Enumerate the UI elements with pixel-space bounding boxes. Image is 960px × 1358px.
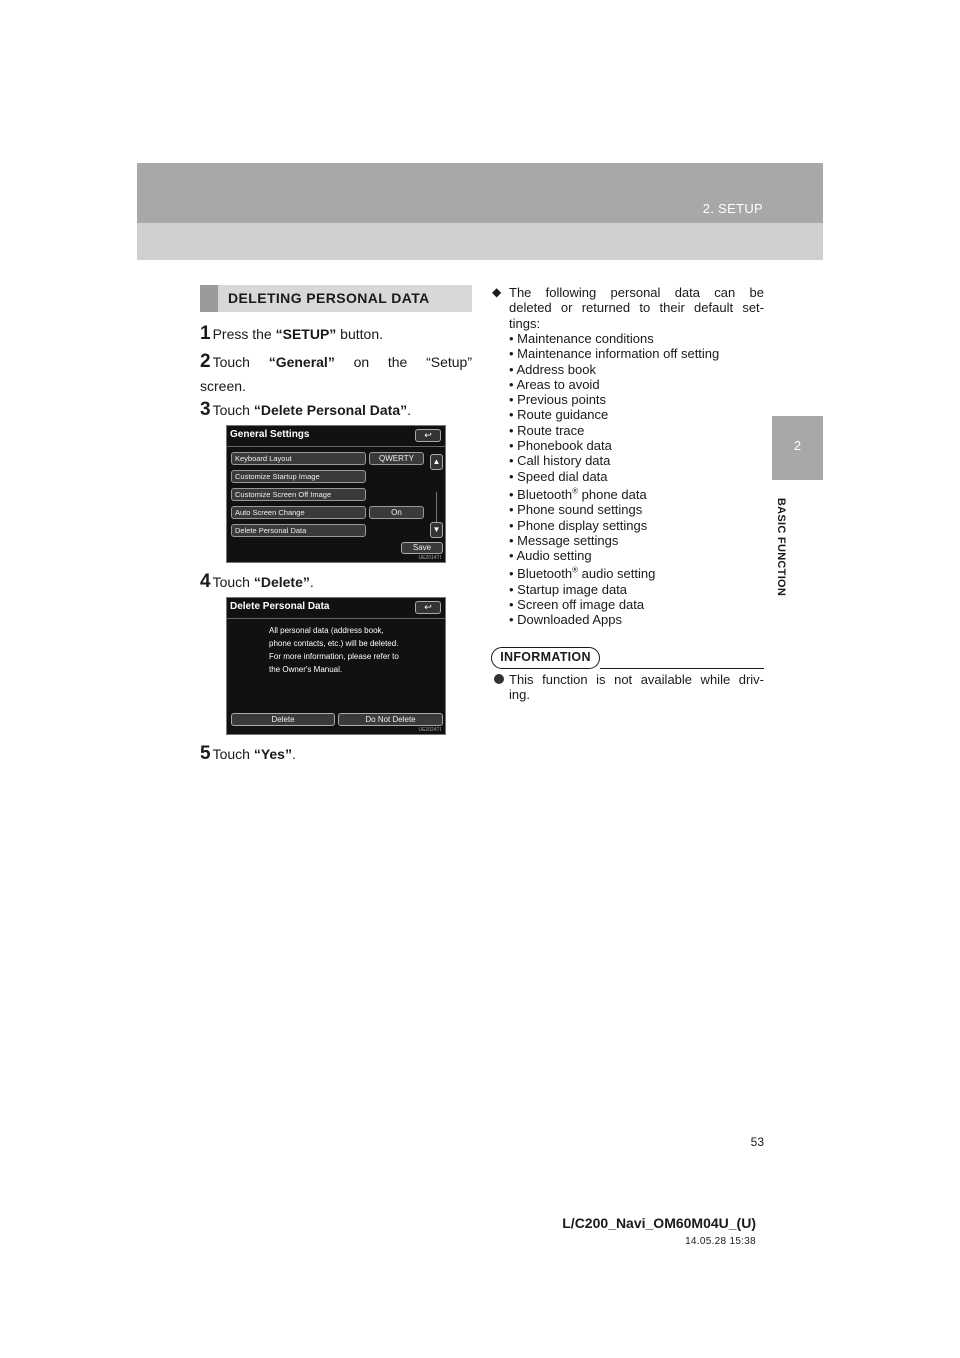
step-text: Touch: [212, 574, 254, 590]
menu-row-auto-screen-change: Auto Screen Change: [231, 506, 366, 519]
list-item: • Message settings: [509, 532, 619, 548]
chapter-number: 2: [793, 438, 802, 453]
information-line: ing.: [509, 687, 530, 703]
screen-divider: [227, 618, 445, 619]
information-line: This function is not available while driv-: [509, 672, 764, 687]
step-keyword: “SETUP”: [275, 326, 337, 342]
step-4: [200, 570, 472, 594]
list-item: • Areas to avoid: [509, 376, 600, 392]
step-5: [200, 742, 472, 766]
step-text: Press the: [212, 326, 276, 342]
step-text: Touch: [212, 354, 269, 370]
list-item: • Call history data: [509, 453, 611, 469]
step-1: [200, 322, 472, 346]
list-item: • Downloaded Apps: [509, 612, 622, 628]
chapter-label: [770, 492, 792, 602]
step-text: button.: [336, 326, 383, 342]
list-item: [509, 487, 764, 502]
keyboard-layout-value: QWERTY: [369, 452, 424, 465]
step-number: 1: [200, 323, 211, 344]
screen-title: General Settings: [230, 429, 310, 440]
diamond-bullet-icon: ◆: [492, 285, 502, 299]
personal-data-intro: The following personal data can be deleted or returned to their default set- tings:: [509, 285, 764, 331]
step-3: [200, 398, 472, 422]
registered-mark: ®: [572, 566, 579, 576]
list-item: • Maintenance information off setting: [509, 346, 720, 362]
do-not-delete-button-image: Do Not Delete: [338, 713, 443, 726]
delete-warning-message: [269, 624, 439, 676]
step-text: Touch: [212, 402, 254, 418]
document-code: L/C200_Navi_OM60M04U_(U): [562, 1215, 756, 1231]
image-code: UE2014TI: [418, 555, 441, 561]
screen-title: Delete Personal Data: [230, 601, 330, 612]
list-item: • Audio setting: [509, 548, 592, 564]
document-timestamp: 14.05.28 15:38: [685, 1236, 756, 1247]
list-item: • Screen off image data: [509, 597, 645, 613]
menu-row-customize-screen-off: Customize Screen Off Image: [231, 488, 366, 501]
list-item-text: • Bluetooth: [509, 566, 573, 582]
list-item: • Address book: [509, 361, 596, 377]
circle-bullet-icon: [494, 674, 504, 684]
list-item-text: phone data: [578, 486, 647, 502]
list-item: • Startup image data: [509, 581, 628, 597]
image-code: UE2024TI: [418, 727, 441, 733]
scroll-down-icon: ▼: [430, 522, 443, 538]
chapter-label-text: BASIC FUNCTION: [775, 497, 787, 597]
information-text: [509, 672, 764, 703]
step-keyword: “General”: [268, 354, 335, 370]
auto-screen-change-value: On: [369, 506, 424, 519]
step-keyword: “Delete”: [253, 574, 310, 590]
list-item: [509, 566, 764, 581]
delete-button-image: Delete: [231, 713, 335, 726]
back-icon: ↩: [415, 429, 441, 442]
list-item: • Route trace: [509, 422, 585, 438]
message-line: All personal data (address book,: [269, 626, 384, 635]
list-item-text: • Bluetooth: [509, 486, 573, 502]
step-number: 3: [200, 399, 211, 420]
registered-mark: ®: [572, 486, 579, 496]
list-item: • Phonebook data: [509, 438, 612, 454]
screen-divider: [227, 446, 445, 447]
step-number: 4: [200, 571, 211, 592]
list-item-text: audio setting: [578, 566, 656, 582]
menu-row-delete-personal-data: Delete Personal Data: [231, 524, 366, 537]
message-line: the Owner's Manual.: [269, 665, 343, 674]
section-heading-mark: [200, 285, 218, 312]
header-section-title: 2. SETUP: [702, 201, 763, 216]
save-button-image: Save: [401, 542, 443, 554]
list-item: • Phone display settings: [509, 517, 648, 533]
personal-data-list: [509, 331, 764, 628]
list-item: • Maintenance conditions: [509, 331, 654, 346]
step-2: 2 Touch “General” on the “Setup” screen.: [200, 351, 472, 394]
step-text: .: [407, 402, 412, 418]
section-heading-text: DELETING PERSONAL DATA: [228, 290, 430, 306]
step-text: .: [291, 746, 296, 762]
chapter-tab: [772, 416, 823, 480]
menu-row-keyboard-layout: Keyboard Layout: [231, 452, 366, 465]
page-header: [137, 163, 823, 260]
page-number: 53: [750, 1135, 764, 1149]
step-text: .: [309, 574, 314, 590]
delete-personal-data-screenshot: [226, 597, 446, 735]
step-number: 5: [200, 743, 211, 764]
scroll-track: [436, 492, 437, 522]
message-line: For more information, please refer to: [269, 652, 399, 661]
step-text: Touch: [212, 746, 254, 762]
step-keyword: “Delete Personal Data”: [253, 402, 408, 418]
back-icon: ↩: [415, 601, 441, 614]
list-item: • Previous points: [509, 392, 607, 408]
section-heading: [200, 285, 472, 312]
list-item: • Speed dial data: [509, 468, 608, 484]
step-keyword: “Yes”: [253, 746, 292, 762]
menu-row-customize-startup: Customize Startup Image: [231, 470, 366, 483]
step-number: 2: [200, 351, 211, 372]
information-badge: INFORMATION: [491, 647, 600, 669]
header-bottom-band: [137, 223, 823, 260]
list-item: • Route guidance: [509, 407, 609, 423]
message-line: phone contacts, etc.) will be deleted.: [269, 639, 399, 648]
list-item: • Phone sound settings: [509, 502, 643, 518]
scroll-up-icon: ▲: [430, 454, 443, 470]
information-rule: [600, 668, 764, 669]
general-settings-screenshot: [226, 425, 446, 563]
